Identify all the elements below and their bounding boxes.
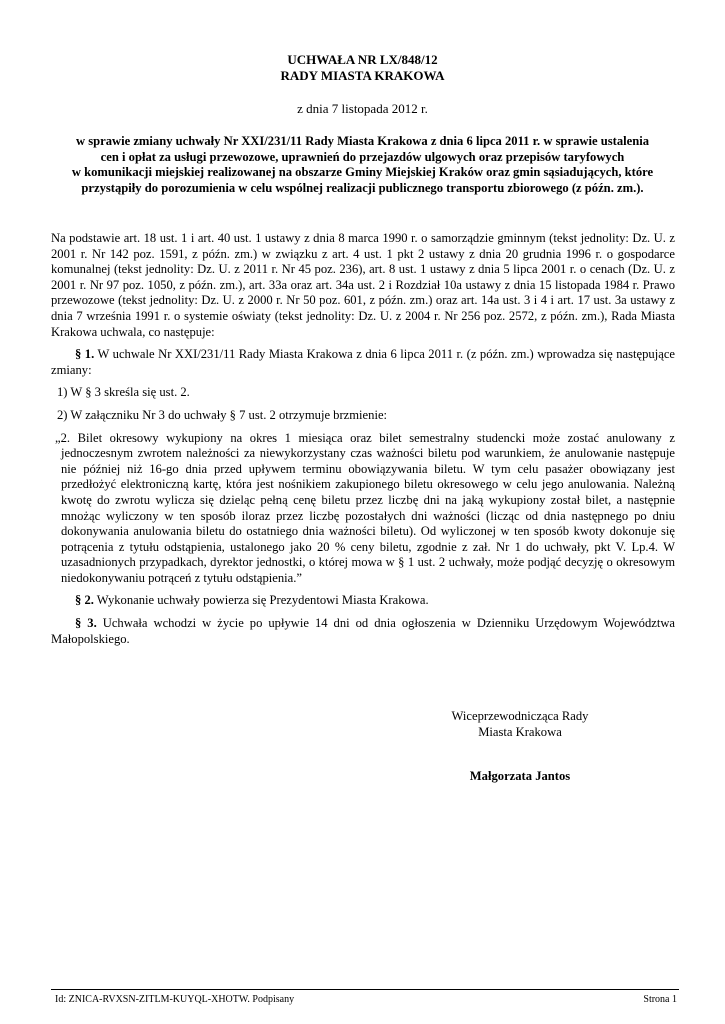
subject-line: przystąpiły do porozumienia w celu wspólnej realizacji publicznego transportu zbiorowego (z późn. zm.). (81, 180, 644, 195)
amendment-item-1: 1) W § 3 skreśla się ust. 2. (57, 385, 190, 400)
page-number: Strona 1 (643, 994, 677, 1005)
section-3 (51, 616, 675, 647)
section-1-label: § 1. (75, 347, 95, 362)
section-3-text: Uchwała wchodzi w życie po upływie 14 dni od dnia ogłoszenia w Dzienniku Urzędowym Województwa Małopolskiego. (51, 616, 676, 646)
resolution-body (51, 231, 675, 647)
footer-divider (51, 989, 679, 990)
amendment-item-2: 2) W załączniku Nr 3 do uchwały § 7 ust. 2 otrzymuje brzmienie: (57, 407, 388, 422)
section-1 (51, 347, 675, 378)
section-2-text: Wykonanie uchwały powierza się Prezydentowi Miasta Krakowa. (93, 593, 429, 608)
document-id: Id: ZNICA-RVXSN-ZITLM-KUYQL-XHOTW. Podpisany (55, 994, 295, 1005)
signatory-name: Małgorzata Jantos (469, 769, 571, 783)
legal-basis-paragraph: Na podstawie art. 18 ust. 1 i art. 40 ust. 1 ustawy z dnia 8 marca 1990 r. o samorządzie gminnym (tekst jednolity: Dz. U. z 2001 r. Nr 142 poz. 1591, z późn. zm.) w związku z art. 4 ust. 1 pkt 2 ustawy z dnia 20 grudnia 1996 r. o gospodarce komunalnej (tekst jednolity: Dz. U. z 2011 r. Nr 45 poz. 236), art. 8 ust. 1 ustawy z dnia 5 lipca 2001 r. o cenach (Dz. U. z 2001 r. Nr 97 poz. 1050, z późn. zm.), art. 33a oraz art. 34a ust. 2 i Rozdział 10a ustawy z dnia 15 listopada 1984 r. Prawo przewozowe (tekst jednolity: Dz. U. z 2000 r. Nr 50 poz. 601, z późn. zm.) oraz art. 14a ust. 3 i 4 i art. 17 ust. 3a ustawy z dnia 7 września 1991 r. o systemie oświaty (tekst jednolity: Dz. U. z 2004 r. Nr 256 poz. 2572, z późn. zm.), Rada Miasta Krakowa uchwala, co następuje: (51, 231, 675, 339)
subject-line: w sprawie zmiany uchwały Nr XXI/231/11 Rady Miasta Krakowa z dnia 6 lipca 2011 r. w sprawie ustalenia (75, 134, 650, 148)
subject-line: w komunikacji miejskiej realizowanej na obszarze Gminy Miejskiej Kraków oraz gmin sąsiadujących, które (71, 165, 654, 180)
resolution-subject (48, 134, 677, 196)
subject-line: cen i opłat za usługi przewozowe, uprawnień do przejazdów ulgowych oraz przepisów taryfowych (100, 149, 625, 164)
section-1-text: W uchwale Nr XXI/231/11 Rady Miasta Krakowa z dnia 6 lipca 2011 r. (z późn. zm.) wprowadza się następujące zmiany: (51, 347, 675, 377)
resolution-date: z dnia 7 listopada 2012 r. (297, 101, 428, 116)
section-2 (51, 593, 675, 609)
signatory-title (420, 709, 620, 740)
signatory-title-line: Miasta Krakowa (478, 724, 562, 739)
resolution-title: UCHWAŁA NR LX/848/12 (287, 52, 438, 67)
council-name: RADY MIASTA KRAKOWA (280, 68, 445, 83)
section-2-label: § 2. (75, 593, 94, 608)
section-3-label: § 3. (75, 616, 97, 631)
signatory-title-line: Wiceprzewodnicząca Rady (451, 709, 589, 723)
amended-text-quote: „2. Bilet okresowy wykupiony na okres 1 miesiąca oraz bilet semestralny studencki może zostać anulowany z jednoczesnym zwrotem należności za niewykorzystany czas ważności biletu pod warunkiem, że anulowanie następuje nie później niż 16-go dnia przed upływem terminu obowiązywania biletu. W tym celu pasażer obowiązany jest przedłożyć elektroniczną kartę, która jest nośnikiem zakupionego biletu okresowego w celu jego anulowania. Należną kwotę do zwrotu wylicza się dzieląc pełną cenę biletu przez liczbę dni na jaką wykupiony został bilet, a następnie mnożąc wyliczony w ten sposób iloraz przez liczbę pozostałych dni ważności (licząc od dnia następnego po dniu dokonywania anulowania biletu do ostatniego dnia ważności biletu). Od wyliczonej w ten sposób kwoty dokonuje się potrącenia z tytułu odstąpienia, ustalonego jako 20 % ceny biletu, zgodnie z zał. Nr 1 do uchwały, pkt V. Lp.4. W uzasadnionych przypadkach, dyrektor jednostki, o której mowa w § 1 ust. 2 uchwały, może podjąć decyzję o okresowym niedokonywaniu potrąceń z tytułu odstąpienia.” (55, 430, 675, 585)
